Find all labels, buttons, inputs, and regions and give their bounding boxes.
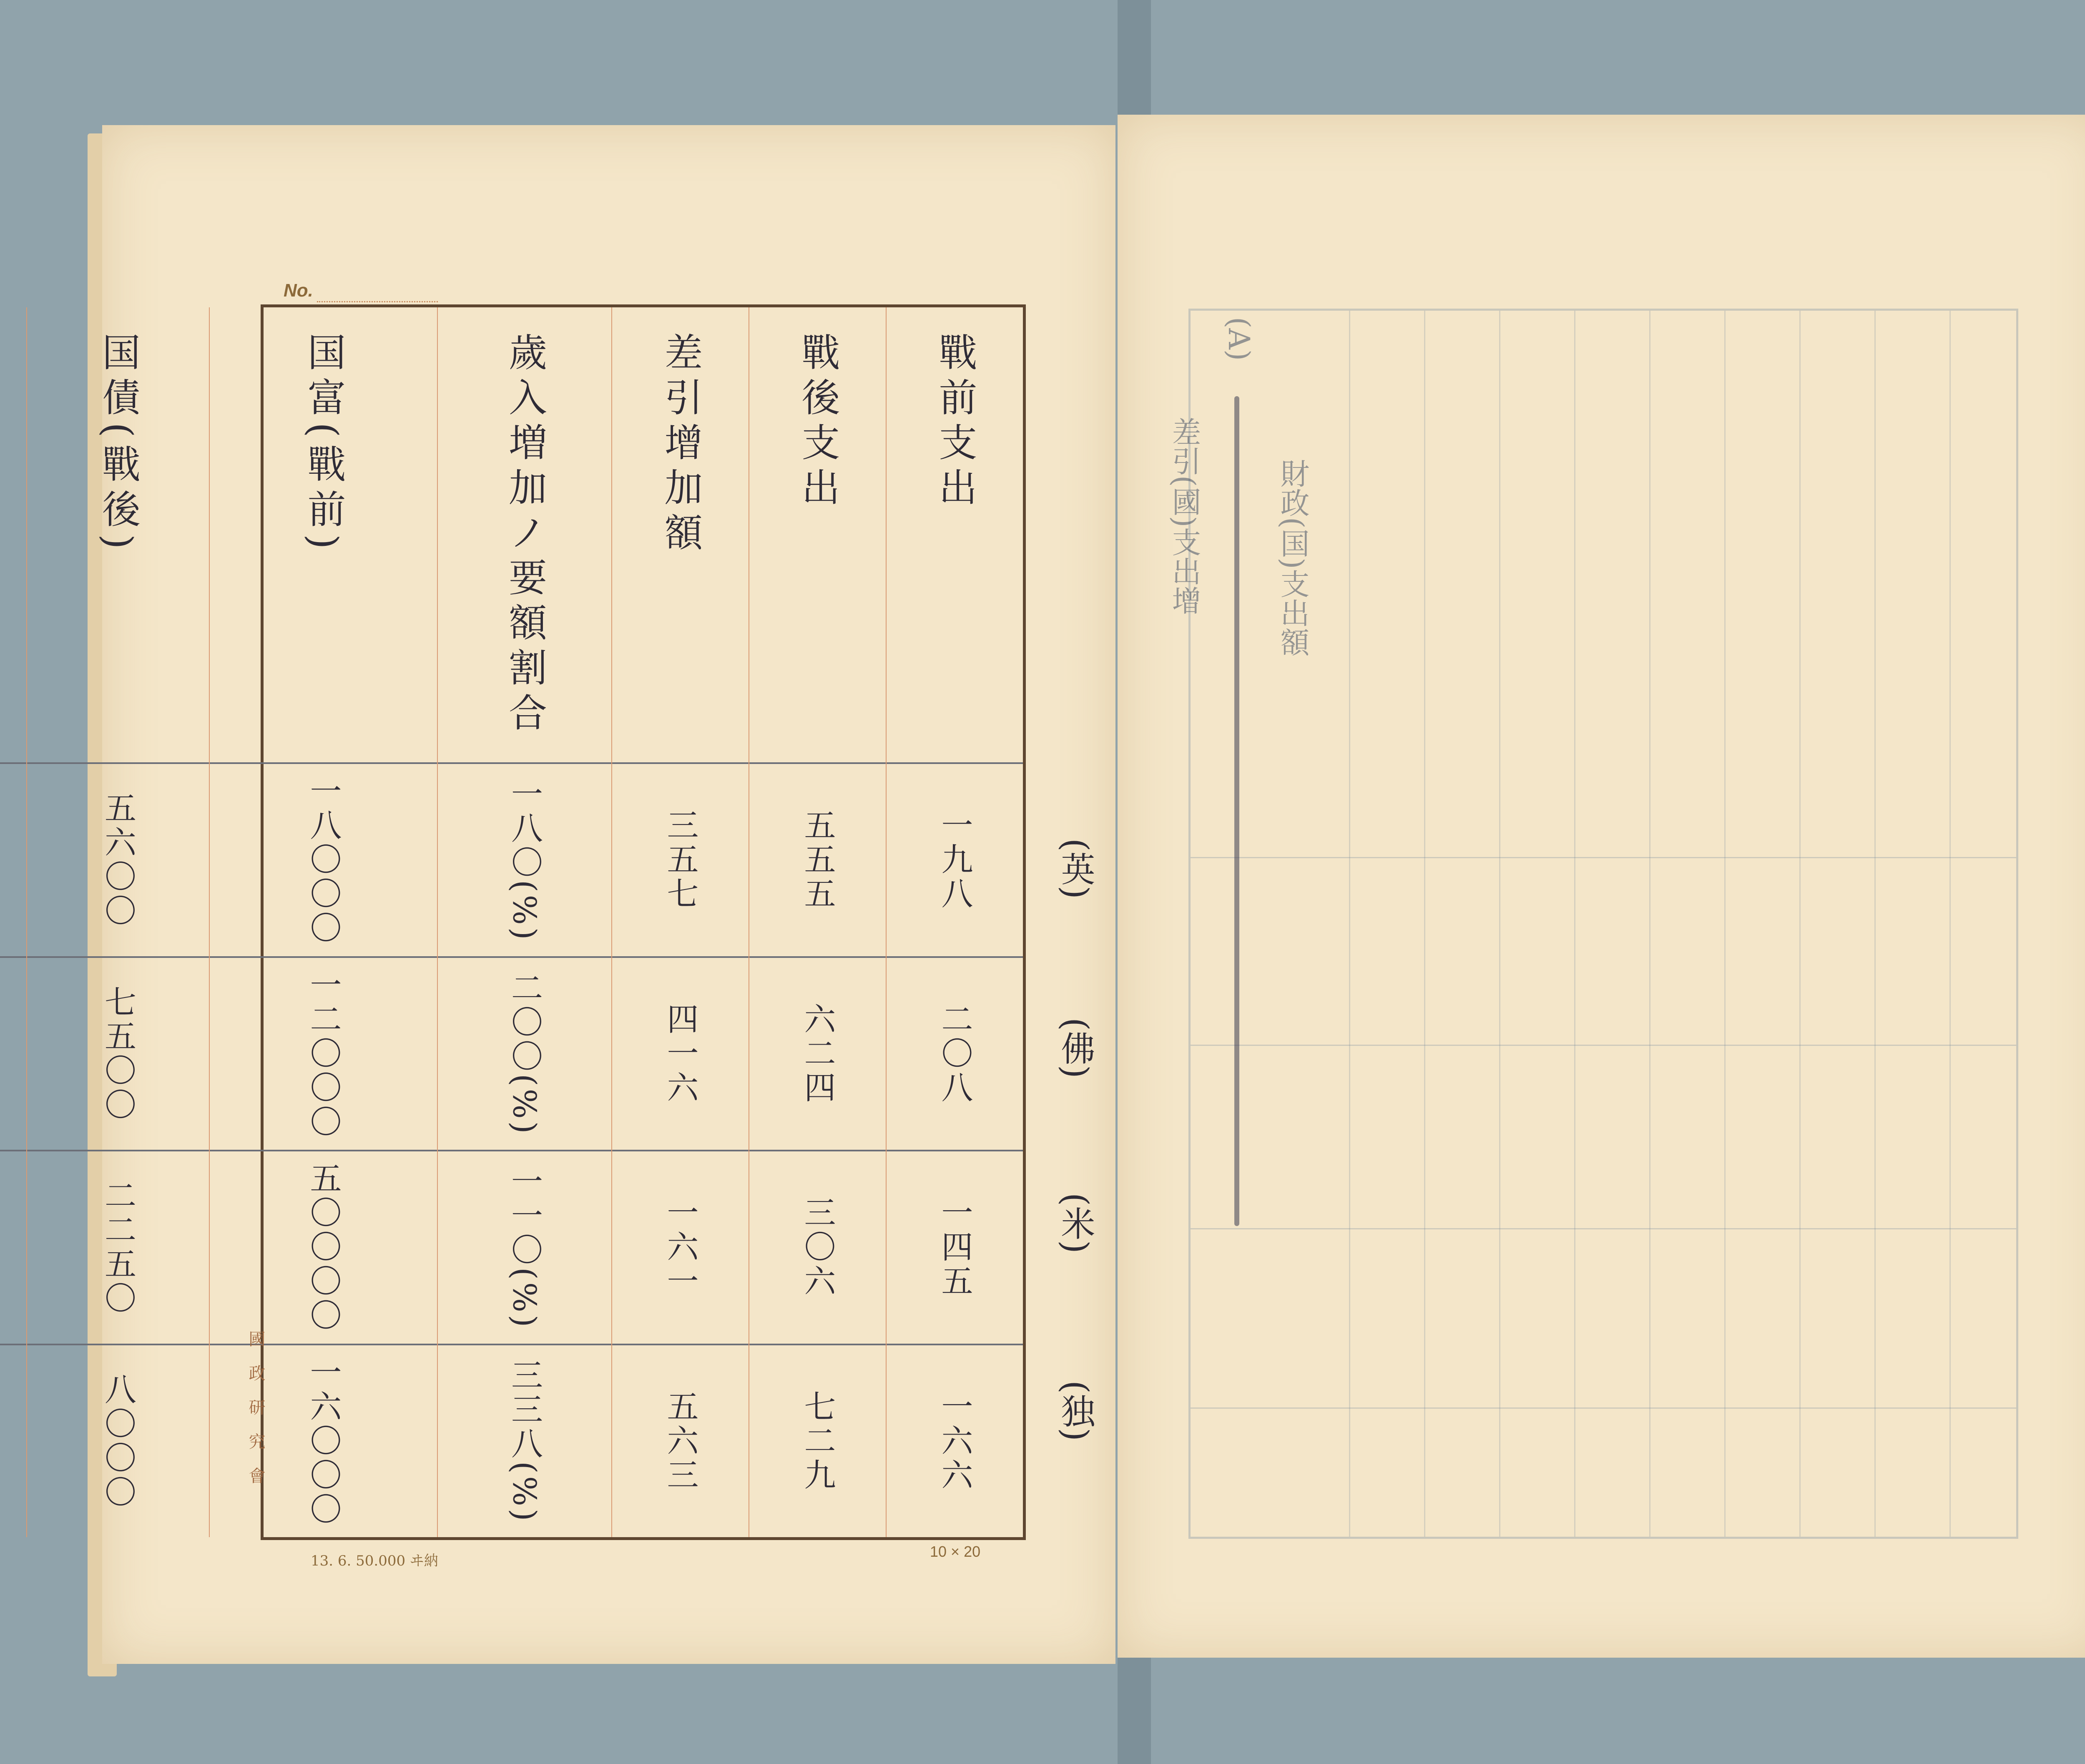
table-cell: 三五七 [662,809,699,912]
table-column [886,307,1023,1537]
table-cell: 二〇〇(%) [506,971,543,1136]
table-cell: 二二五〇 [99,1179,137,1316]
table-cell: 三〇六 [799,1196,836,1299]
table-cell: 七二九 [799,1390,836,1493]
table-cell: 五五五 [799,809,836,912]
table-cell: 一一〇(%) [506,1165,543,1330]
row-label: 戰前支出 [932,332,977,513]
table-cell: 六二四 [799,1002,836,1105]
table-cell: 一六六 [936,1390,973,1493]
footer-print-info: 13. 6. 50.000 ヰ納 [311,1553,438,1569]
table-cell: 一九八 [936,809,973,912]
footer-grid-size: 10 × 20 [930,1543,981,1560]
table-column [611,307,749,1537]
column-header: (米) [1055,1193,1095,1254]
column-header: (独) [1055,1380,1095,1441]
table-column [749,307,886,1537]
table-cell: 一四五 [936,1196,973,1299]
table-cell: 一八〇(%) [506,777,543,942]
publisher-side-text: 國政研究會 [246,1330,265,1501]
pencil-note: 財政(国)支出額 [1276,459,1310,657]
row-label: 差引增加額 [658,332,703,558]
table-cell: 三三八(%) [506,1358,543,1524]
table-cell: 八〇〇〇 [99,1372,137,1510]
row-label: 歲入増加ノ要額割合 [502,332,547,738]
pencil-note: (A) [1222,317,1256,361]
row-label: 国債(戰後) [96,332,141,556]
table-column [209,307,437,1537]
pencil-note: 差引(國)支出增 [1167,417,1201,615]
table-cell: 一八〇〇〇 [305,774,342,946]
row-label: 戰後支出 [795,332,840,513]
table-cell: 一六一 [662,1196,699,1299]
row-label: 国富(戰前) [301,332,346,556]
pencil-strikethrough [1234,396,1239,1226]
table-cell: 一六〇〇〇 [305,1355,342,1527]
table-cell: 五〇〇〇〇 [305,1162,342,1333]
table-cell: 七五〇〇 [99,985,137,1122]
table-cell: 四一六 [662,1002,699,1105]
table-cell: 五六〇〇 [99,792,137,929]
column-header: (英) [1055,838,1095,899]
table-column [0,307,26,1537]
table-column [26,307,209,1537]
number-underline [317,301,438,302]
table-cell: 二〇八 [936,1002,973,1105]
table-column [437,307,611,1537]
column-header: (佛) [1055,1018,1095,1078]
table-cell: 一二〇〇〇 [305,968,342,1139]
number-label: No. [284,280,313,301]
table-cell: 五六三 [662,1390,699,1493]
